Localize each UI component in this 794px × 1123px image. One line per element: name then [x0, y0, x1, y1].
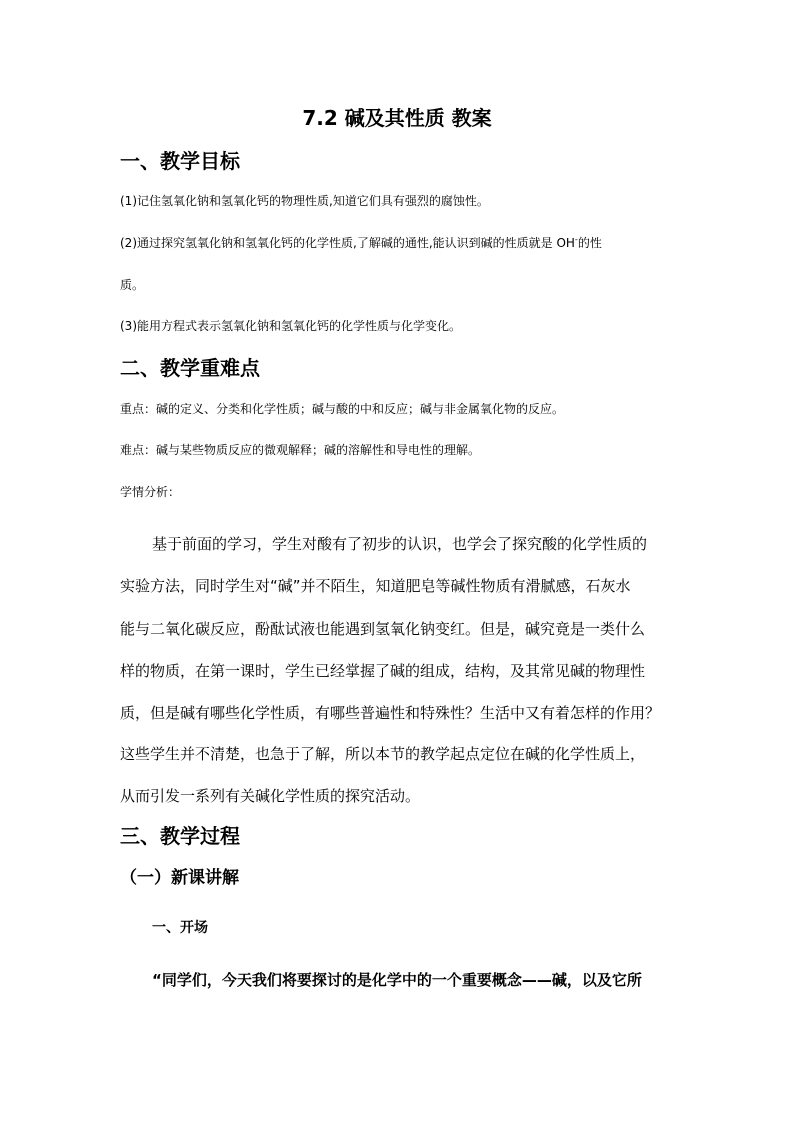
difficulties-text: 难点：碱与某些物质反应的微观解释；碱的溶解性和导电性的理解。	[120, 443, 481, 457]
goal-item-1: (1)记住氢氧化钠和氢氧化钙的物理性质,知道它们具有强烈的腐蚀性。	[120, 194, 489, 208]
analysis-line-7: 从而引发一系列有关碱化学性质的探究活动。	[120, 787, 421, 805]
subheading-new-lesson: （一）新课讲解	[120, 868, 239, 888]
document-title: 7.2 碱及其性质 教案	[302, 106, 492, 130]
analysis-line-2: 实验方法，同时学生对“碱”并不陌生，知道肥皂等碱性物质有滑腻感，石灰水	[120, 577, 631, 595]
goal-item-2-text-end: 的性	[577, 236, 602, 250]
section-heading-key-difficulties: 二、教学重难点	[120, 356, 260, 380]
analysis-label: 学情分析：	[120, 485, 181, 499]
analysis-line-4: 样的物质，在第一课时，学生已经掌握了碱的组成，结构，及其常见碱的物理性	[120, 662, 646, 680]
section-heading-teaching-process: 三、教学过程	[120, 824, 240, 848]
analysis-line-6: 这些学生并不清楚，也急于了解，所以本节的教学起点定位在碱的化学性质上，	[120, 745, 646, 763]
goal-item-2-superscript: -	[574, 235, 578, 244]
key-points-text: 重点：碱的定义、分类和化学性质；碱与酸的中和反应；碱与非金属氧化物的反应。	[120, 402, 565, 416]
section-heading-teaching-goals: 一、教学目标	[120, 149, 240, 173]
analysis-line-5: 质，但是碱有哪些化学性质，有哪些普遍性和特殊性？生活中又有着怎样的作用？	[120, 704, 661, 722]
goal-item-2	[120, 233, 602, 253]
analysis-line-1: 基于前面的学习，学生对酸有了初步的认识，也学会了探究酸的化学性质的	[152, 535, 648, 553]
goal-item-3: (3)能用方程式表示氢氧化钠和氢氧化钙的化学性质与化学变化。	[120, 319, 462, 333]
goal-item-2-continuation: 质。	[120, 278, 145, 292]
opening-quote: “同学们，今天我们将要探讨的是化学中的一个重要概念——碱，以及它所	[152, 971, 642, 989]
subsubheading-opening: 一、开场	[152, 920, 208, 936]
goal-item-2-text: (2)通过探究氢氧化钠和氢氧化钙的化学性质,了解碱的通性,能认识到碱的性质就是 OH	[120, 236, 575, 250]
analysis-line-3: 能与二氧化碳反应，酚酞试液也能遇到氢氧化钠变红。但是，碱究竟是一类什么	[120, 620, 646, 638]
